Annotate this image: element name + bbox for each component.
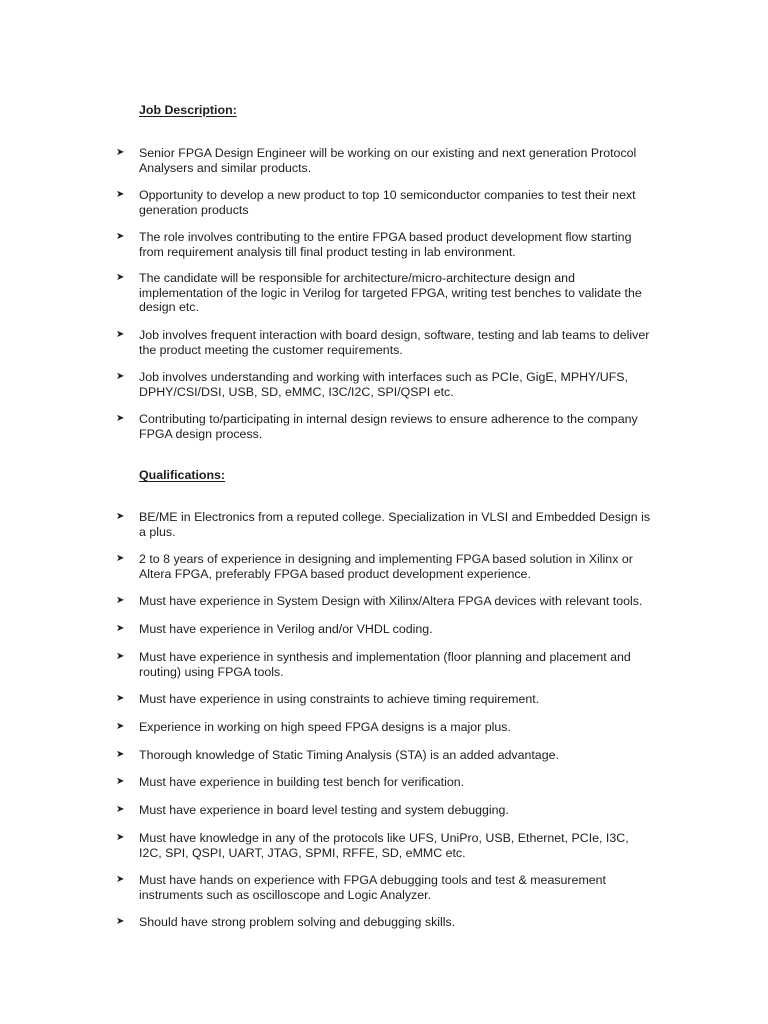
list-item-text: Senior FPGA Design Engineer will be working on our existing and next generation Protocol Analysers and similar products.: [139, 146, 637, 175]
arrowhead-bullet-icon: ➤: [116, 623, 125, 634]
arrowhead-bullet-icon: ➤: [116, 371, 125, 382]
list-item-text: Thorough knowledge of Static Timing Analysis (STA) is an added advantage.: [139, 748, 559, 762]
list-item-text: The role involves contributing to the entire FPGA based product development flow starting from requirement analysis till final product testing in lab environment.: [139, 230, 632, 259]
arrowhead-bullet-icon: ➤: [116, 693, 125, 704]
list-item-text: Must have hands on experience with FPGA debugging tools and test & measurement instruments such as oscilloscope and Logic Analyzer.: [139, 873, 606, 902]
arrowhead-bullet-icon: ➤: [116, 916, 125, 927]
arrowhead-bullet-icon: ➤: [116, 804, 125, 815]
arrowhead-bullet-icon: ➤: [116, 874, 125, 885]
qualifications-heading: Qualifications:: [139, 468, 226, 482]
arrowhead-bullet-icon: ➤: [116, 595, 125, 606]
list-item-text: Experience in working on high speed FPGA designs is a major plus.: [139, 720, 511, 734]
list-item-text: BE/ME in Electronics from a reputed college. Specialization in VLSI and Embedded Design is a plus.: [139, 510, 651, 539]
arrowhead-bullet-icon: ➤: [116, 189, 125, 200]
arrowhead-bullet-icon: ➤: [116, 231, 125, 242]
arrowhead-bullet-icon: ➤: [116, 832, 125, 843]
list-item-text: Must have experience in System Design with Xilinx/Altera FPGA devices with relevant tools.: [139, 594, 643, 608]
list-item-text: Should have strong problem solving and debugging skills.: [139, 915, 456, 929]
list-item-text: 2 to 8 years of experience in designing and implementing FPGA based solution in Xilinx or Altera FPGA, preferably FPGA based product development experience.: [139, 552, 633, 581]
arrowhead-bullet-icon: ➤: [116, 511, 125, 522]
list-item-text: Must have knowledge in any of the protocols like UFS, UniPro, USB, Ethernet, PCIe, I3C, I2C, SPI, QSPI, UART, JTAG, SPMI, RFFE, SD, eMMC etc.: [139, 831, 629, 860]
list-item-text: Opportunity to develop a new product to top 10 semiconductor companies to test their next generation products: [139, 188, 636, 217]
arrowhead-bullet-icon: ➤: [116, 413, 125, 424]
list-item-text: Job involves understanding and working with interfaces such as PCIe, GigE, MPHY/UFS, DPHY/CSI/DSI, USB, SD, eMMC, I3C/I2C, SPI/QSPI etc.: [139, 370, 628, 399]
arrowhead-bullet-icon: ➤: [116, 749, 125, 760]
list-item-text: Contributing to/participating in internal design reviews to ensure adherence to the company FPGA design process.: [139, 412, 638, 441]
arrowhead-bullet-icon: ➤: [116, 776, 125, 787]
list-item-text: Must have experience in synthesis and implementation (floor planning and placement and routing) using FPGA tools.: [139, 650, 631, 679]
list-item-text: Must have experience in building test bench for verification.: [139, 775, 465, 789]
list-item-text: The candidate will be responsible for architecture/micro-architecture design and implementation of the logic in Verilog for targeted FPGA, writing test benches to validate the design etc.: [139, 271, 642, 314]
arrowhead-bullet-icon: ➤: [116, 721, 125, 732]
list-item-text: Must have experience in Verilog and/or VHDL coding.: [139, 622, 433, 636]
list-item-text: Must have experience in board level testing and system debugging.: [139, 803, 509, 817]
list-item-text: Job involves frequent interaction with board design, software, testing and lab teams to deliver the product meeting the customer requirements.: [139, 328, 650, 357]
arrowhead-bullet-icon: ➤: [116, 147, 125, 158]
arrowhead-bullet-icon: ➤: [116, 553, 125, 564]
job-description-heading: Job Description:: [139, 103, 237, 117]
arrowhead-bullet-icon: ➤: [116, 272, 125, 283]
arrowhead-bullet-icon: ➤: [116, 329, 125, 340]
list-item-text: Must have experience in using constraints to achieve timing requirement.: [139, 692, 540, 706]
arrowhead-bullet-icon: ➤: [116, 651, 125, 662]
